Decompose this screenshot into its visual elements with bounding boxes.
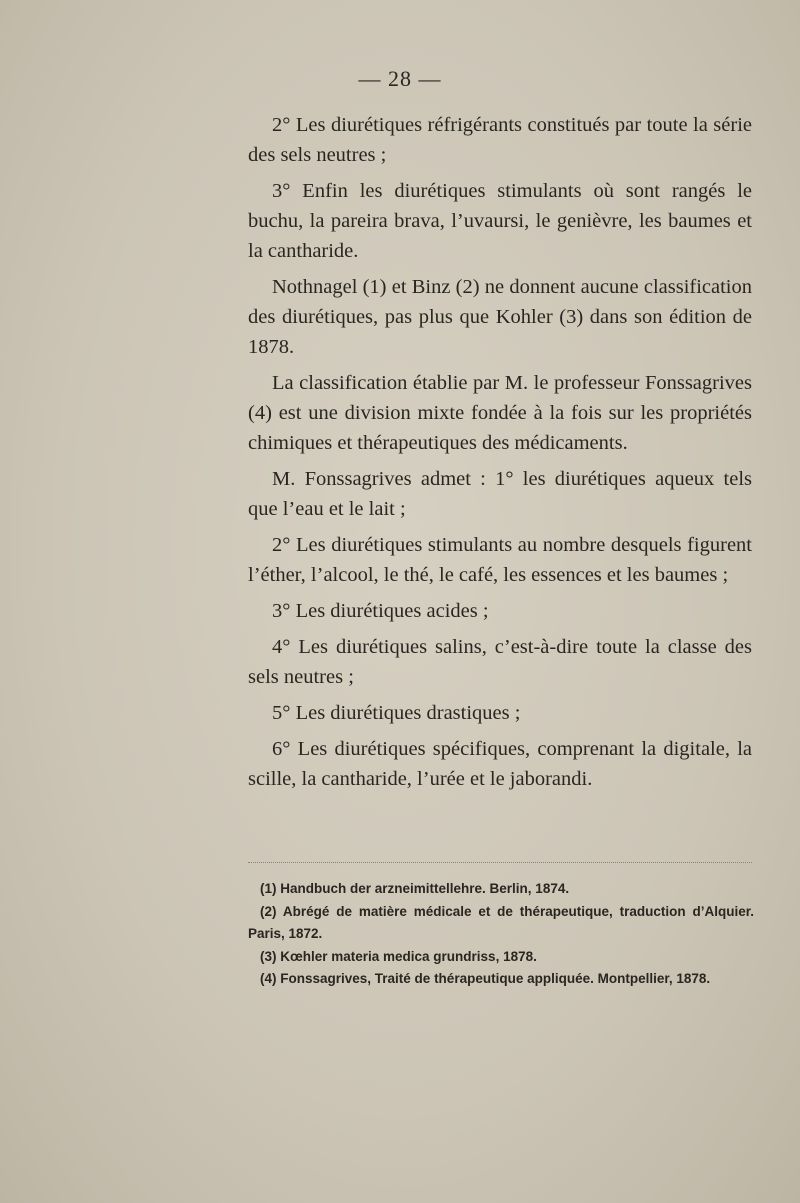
- footnote: (4) Fonssagrives, Traité de thérapeutique appliquée. Montpellier, 1878.: [260, 971, 711, 986]
- paragraph: 2° Les diurétiques stimulants au nombre desquels figurent l’éther, l’alcool, le thé, le café, les essences et les baumes ;: [248, 534, 752, 586]
- paragraph: 6° Les diurétiques spécifiques, comprenant la digitale, la scille, la cantharide, l’urée et le jaborandi.: [248, 738, 752, 790]
- paragraph: 3° Les diurétiques acides ;: [272, 600, 489, 622]
- paragraph: M. Fonssagrives admet : 1° les diurétiques aqueux tels que l’eau et le lait ;: [248, 468, 752, 520]
- paragraph: 2° Les diurétiques réfrigérants constitués par toute la série des sels neutres ;: [248, 114, 752, 166]
- footnote: (2) Abrégé de matière médicale et de thérapeutique, traduction d’Alquier. Paris, 1872.: [248, 903, 754, 941]
- footnotes: [248, 878, 754, 991]
- page-number: — 28 —: [358, 66, 442, 91]
- footnote: (1) Handbuch der arzneimittellehre. Berlin, 1874.: [260, 881, 570, 896]
- footnote-divider: [248, 862, 752, 863]
- paragraph: 3° Enfin les diurétiques stimulants où sont rangés le buchu, la pareira brava, l’uvaursi, le genièvre, les baumes et la cantharide.: [248, 180, 752, 262]
- body-text: [248, 110, 752, 800]
- paragraph: 4° Les diurétiques salins, c’est-à-dire toute la classe des sels neutres ;: [248, 636, 752, 688]
- paragraph: Nothnagel (1) et Binz (2) ne donnent aucune classification des diurétiques, pas plus que Kohler (3) dans son édition de 1878.: [248, 276, 752, 358]
- footnote: (3) Kœhler materia medica grundriss, 1878.: [260, 948, 537, 964]
- paragraph: La classification établie par M. le professeur Fonssagrives (4) est une division mixte fondée à la fois sur les propriétés chimiques et thérapeutiques des médicaments.: [248, 372, 752, 454]
- paragraph: 5° Les diurétiques drastiques ;: [272, 702, 521, 724]
